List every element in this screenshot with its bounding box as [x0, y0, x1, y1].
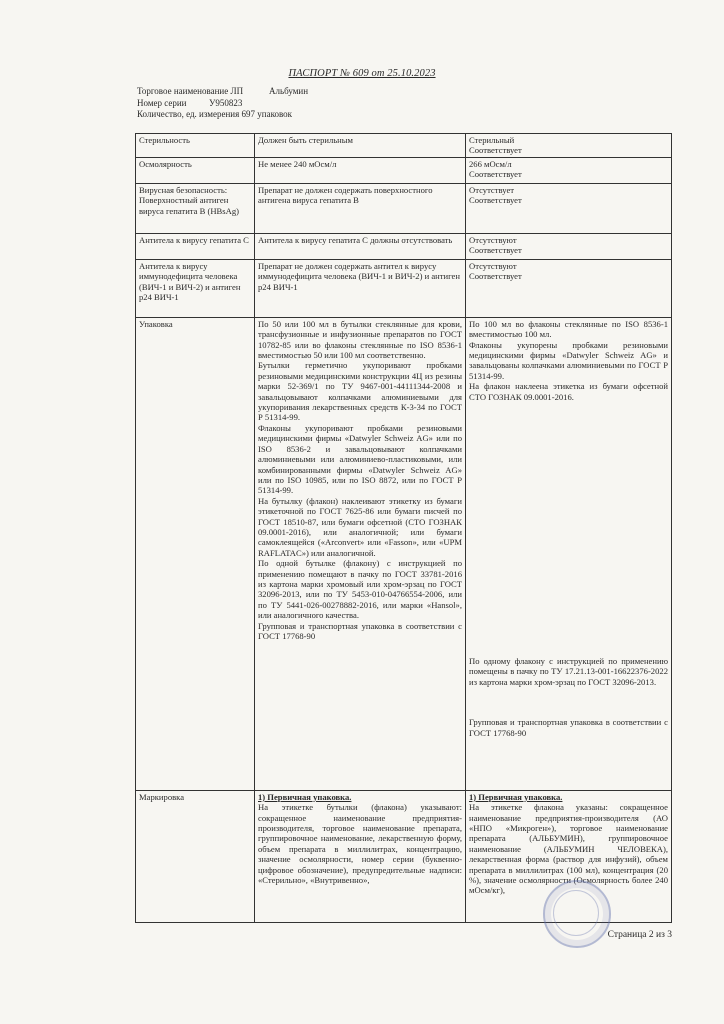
- document-header: [137, 86, 308, 121]
- param-cell: Осмолярность: [136, 157, 255, 183]
- seal-stamp: [543, 880, 611, 948]
- packaging-norm-paragraph: На бутылку (флакон) наклеивают этикетку из бумаги этикеточной по ГОСТ 7625-86 или бумаги писчей по ГОСТ 18510-87, или бумаги офсетной (СТО ГОЗНАК 09.0001-2016), или аналогичной; или бумаги самоклеящейся («Arconvert» или «Fasson», или «UPM RAFLATAC») или аналогичной.: [258, 495, 462, 558]
- packaging-result-paragraph: По 100 мл во флаконы стеклянные по ISO 8536-1 вместимостью 100 мл.: [469, 318, 668, 340]
- packaging-result-cell: [466, 317, 672, 790]
- series-label: Номер серии: [137, 97, 187, 108]
- packaging-norm-paragraph: По одной бутылке (флакону) с инструкцией по применению помещают в пачку по ГОСТ 33781-2016 из картона марки хромовый или хром-эрзац по ГОСТ 32096-2013, или по ТУ 5453-010-04766554-2006, или по ТУ 5441-026-00278882-2016, или марки «Hansol», или аналогичного качества.: [258, 558, 462, 621]
- param-cell: Антитела к вирусу иммунодефицита человека (ВИЧ-1 и ВИЧ-2) и антиген р24 ВИЧ-1: [136, 259, 255, 317]
- packaging-result-paragraph: Групповая и транспортная упаковка в соответствии с ГОСТ 17768-90: [469, 717, 668, 738]
- table-row: [136, 157, 672, 183]
- result-cell: Стерильный Соответствует: [466, 134, 672, 158]
- passport-title: ПАСПОРТ № 609 от 25.10.2023: [288, 68, 436, 79]
- norm-cell: Антитела к вирусу гепатита С должны отсутствовать: [255, 233, 466, 259]
- norm-cell: Препарат не должен содержать поверхностного антигена вируса гепатита В: [255, 183, 466, 233]
- table-row: [136, 134, 672, 158]
- table-row: [136, 317, 672, 790]
- result-cell: Отсутствуют Соответствует: [466, 233, 672, 259]
- trade-name-value: Альбумин: [269, 86, 309, 96]
- marking-norm-cell: [255, 790, 466, 922]
- marking-result-heading: 1) Первичная упаковка.: [469, 791, 563, 802]
- page-number: Страница 2 из 3: [607, 930, 672, 940]
- table-row: [136, 259, 672, 317]
- trade-name-label: Торговое наименование ЛП: [137, 86, 244, 96]
- series-value: У950823: [209, 97, 243, 108]
- norm-cell: Препарат не должен содержать антител к вирусу иммунодефицита человека (ВИЧ-1 и ВИЧ-2) и антиген р24 ВИЧ-1: [255, 259, 466, 317]
- param-cell: Маркировка: [136, 790, 255, 922]
- norm-cell: Должен быть стерильным: [255, 134, 466, 158]
- packaging-norm-paragraph: Групповая и транспортная упаковка в соответствии с ГОСТ 17768-90: [258, 620, 462, 641]
- result-cell: Отсутствуют Соответствует: [466, 259, 672, 317]
- spacer: [469, 687, 668, 717]
- spacer: [469, 402, 668, 656]
- param-cell: Вирусная безопасность: Поверхностный антиген вируса гепатита В (HBsAg): [136, 183, 255, 233]
- series-row: [137, 98, 308, 110]
- packaging-result-paragraph: Флаконы укупорены пробками резиновыми медицинскими фирмы «Datwyler Schweiz AG» и завальцованы колпачками алюминиевыми по ГОСТ Р 51314-99.: [469, 339, 668, 381]
- marking-norm-text: На этикетке бутылки (флакона) указывают: сокращенное наименование предприятия-производителя, торговое наименование препарата, группировочное наименование, лекарственную форму, объем препарата в миллилитрах, концентрацию, значение осмолярности, номер серии (буквенно-цифровое обозначение), предупредительные надписи: «Стерильно», «Внутривенно»,: [258, 802, 462, 886]
- packaging-norm-paragraph: По 50 или 100 мл в бутылки стеклянные для крови, трансфузионные и инфузионные препаратов по ГОСТ 10782-85 или во флаконы стеклянные по ISO 8536-1 вместимостью 50 или 100 мл соответственно.: [258, 318, 462, 361]
- result-cell: Отсутствует Соответствует: [466, 183, 672, 233]
- packaging-result-paragraph: По одному флакону с инструкцией по применению помещены в пачку по ТУ 17.21.13-001-16622376-2022 из картона марки хром-эрзац по ГОСТ 32096-2013.: [469, 656, 668, 687]
- table-row: [136, 233, 672, 259]
- param-cell: Упаковка: [136, 317, 255, 790]
- packaging-norm-paragraph: Флаконы укупоривают пробками резиновыми медицинскими фирмы «Datwyler Schweiz AG» или по ISO 8536-2 и завальцовывают колпачками алюминиевыми или алюминиево-пластиковыми, или комбинированными фирмы «Datwyler Schweiz AG» или по ISO 10985, или по ISO 8872, или по ГОСТ Р 51314-99.: [258, 422, 462, 496]
- seal-stamp-inner: [553, 890, 599, 936]
- packaging-result-paragraph: На флакон наклеена этикетка из бумаги офсетной СТО ГОЗНАК 09.0001-2016.: [469, 381, 668, 402]
- quantity-row: Количество, ед. измерения 697 упаковок: [137, 109, 293, 119]
- param-cell: Стерильность: [136, 134, 255, 158]
- marking-norm-heading: 1) Первичная упаковка.: [258, 791, 352, 802]
- param-cell: Антитела к вирусу гепатита С: [136, 233, 255, 259]
- packaging-norm-cell: [255, 317, 466, 790]
- norm-cell: Не менее 240 мОсм/л: [255, 157, 466, 183]
- packaging-norm-paragraph: Бутылки герметично укупоривают пробками резиновыми медицинскими конструкции 4Ц из резины марки 52-369/1 по ТУ 9467-001-44111344-2008 и завальцовывают колпачками алюминиевыми для укупоривания лекарственных средств К-3-34 по ГОСТ Р 51314-99.: [258, 360, 462, 423]
- marking-result-text: На этикетке флакона указаны: сокращенное наименование предприятия-производителя (АО «НПО «Микроген»), торговое наименование препарата (АЛЬБУМИН), группировочное наименование (АЛЬБУМИН ЧЕЛОВЕКА), лекарственная форма (раствор для инфузий), объем препарата в миллилитрах (100 мл), концентрация (20 %), значение осмолярности (Осмолярность более 240 мОсм/кг),: [469, 802, 668, 896]
- table-row: [136, 183, 672, 233]
- specification-table: [135, 133, 672, 923]
- result-cell: 266 мОсм/л Соответствует: [466, 157, 672, 183]
- trade-name-row: [137, 86, 308, 98]
